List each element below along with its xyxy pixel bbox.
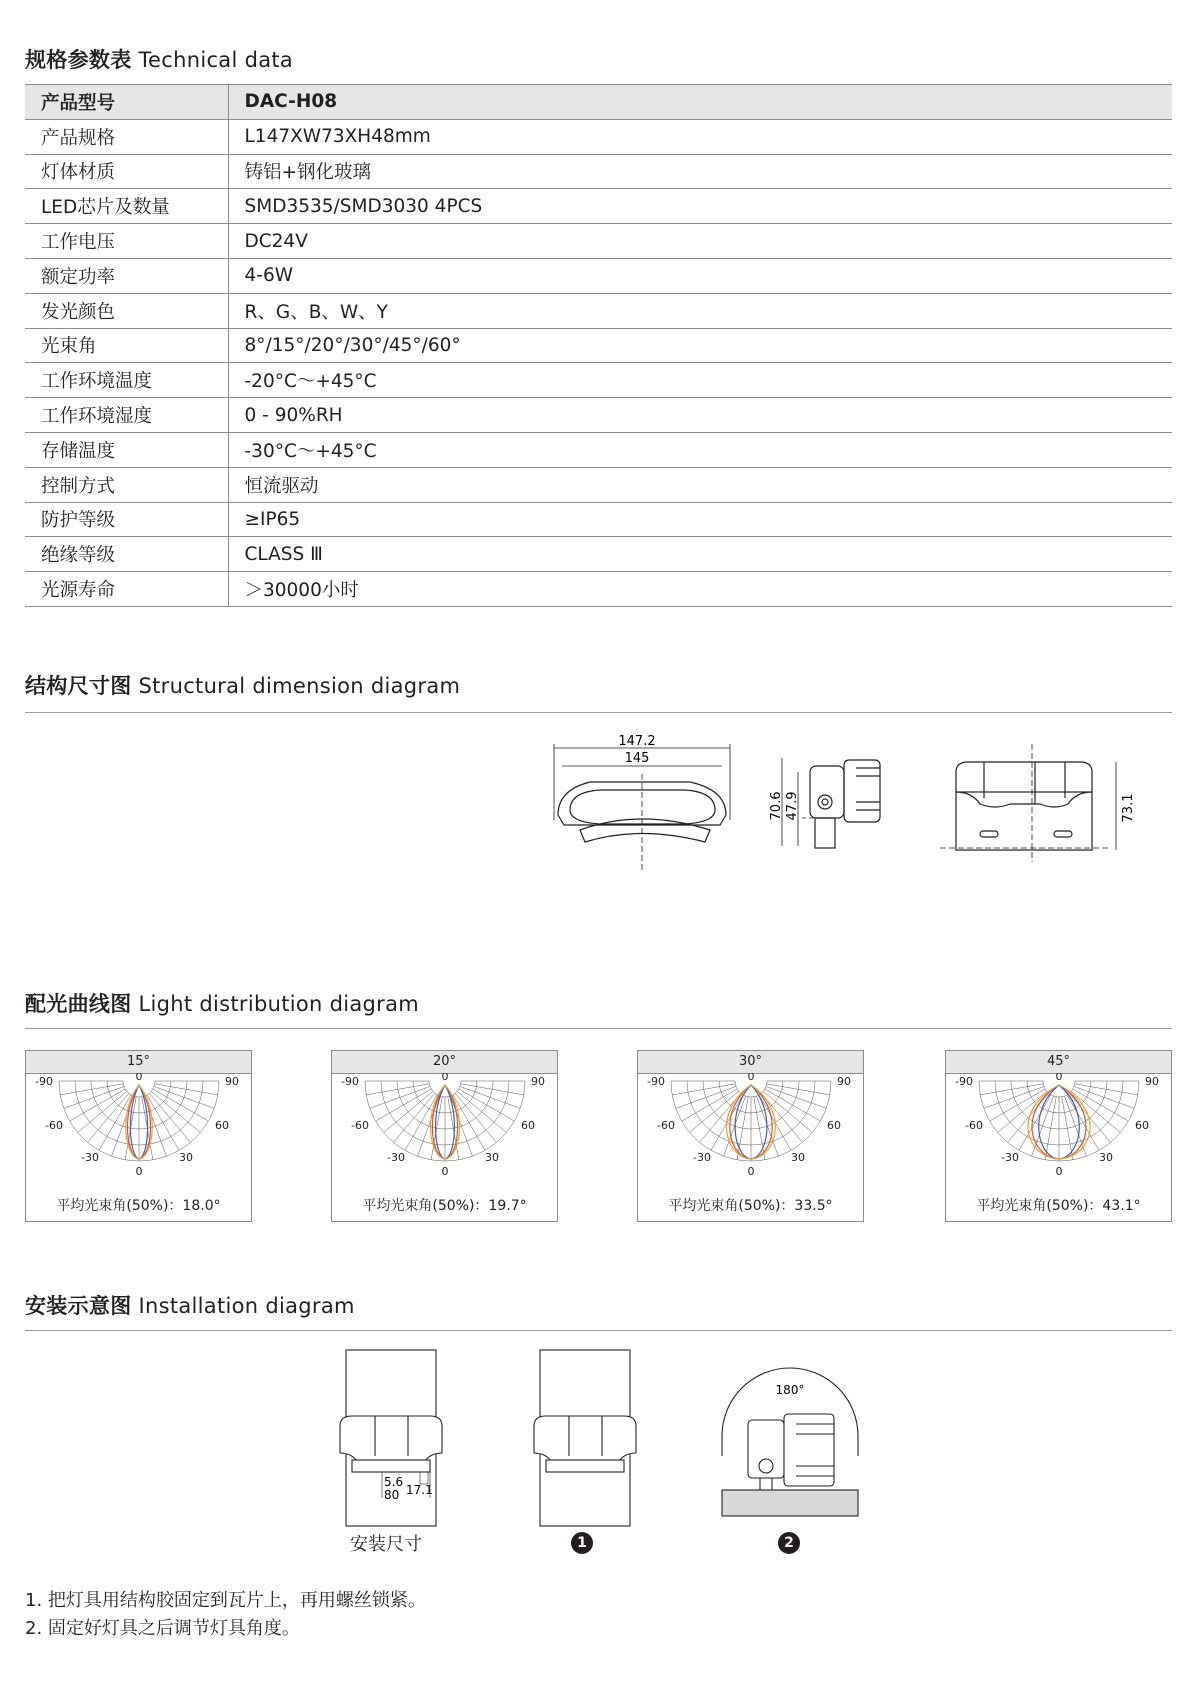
spec-table-row — [25, 467, 1172, 502]
dim-width: 73.1 — [1121, 793, 1136, 823]
structure-section-title: 结构尺寸图 Structural dimension diagram — [25, 674, 461, 698]
polar-grid-spoke — [418, 1096, 440, 1156]
step1-badge: 1 — [571, 1532, 593, 1554]
light-chart-caption: 平均光束角(50%)：18.0° — [56, 1198, 221, 1214]
dim-height-b: 47.9 — [785, 791, 800, 821]
spec-row-value: L147XW73XH48mm — [228, 119, 1172, 154]
spec-table-row — [25, 293, 1172, 328]
spec-table-row — [25, 572, 1172, 607]
polar-axis-label: -60 — [965, 1119, 983, 1132]
polar-axis-label: 60 — [827, 1119, 841, 1132]
polar-grid — [979, 1081, 1139, 1161]
spec-table-row — [25, 154, 1172, 189]
polar-axis-label: 60 — [215, 1119, 229, 1132]
polar-chart-20 — [332, 1073, 559, 1193]
polar-axis-label: 30 — [1099, 1151, 1113, 1164]
spec-row-key: 工作环境温度 — [25, 363, 228, 398]
spec-row-key: LED芯片及数量 — [25, 189, 228, 224]
install-section-title: 安装示意图 Installation diagram — [25, 1294, 355, 1318]
spec-row-key: 工作环境湿度 — [25, 398, 228, 433]
polar-axis-label: 60 — [1135, 1119, 1149, 1132]
polar-axis-label: -30 — [693, 1151, 711, 1164]
polar-axis-label: 0 — [747, 1165, 755, 1178]
spec-row-key: 防护等级 — [25, 502, 228, 537]
spec-row-value: DC24V — [228, 224, 1172, 259]
polar-axis-label: 0 — [441, 1073, 449, 1083]
polar-axis-label: 30 — [485, 1151, 499, 1164]
installation-diagram — [330, 1348, 890, 1528]
spec-row-key: 发光颜色 — [25, 293, 228, 328]
polar-axis-label: 0 — [135, 1073, 143, 1083]
polar-grid-spoke — [766, 1086, 826, 1108]
spec-row-key: 产品规格 — [25, 119, 228, 154]
spec-section-title: 规格参数表 Technical data — [25, 48, 294, 72]
polar-axis-label: 30 — [791, 1151, 805, 1164]
polar-grid-spoke — [676, 1086, 736, 1108]
polar-axis-label: -90 — [647, 1075, 665, 1088]
polar-grid-spoke — [154, 1086, 214, 1108]
spec-row-value: 8°/15°/20°/30°/45°/60° — [228, 328, 1172, 363]
spec-row-value: 4-6W — [228, 258, 1172, 293]
spec-row-key: 灯体材质 — [25, 154, 228, 189]
polar-grid — [365, 1081, 525, 1161]
polar-grid-spoke — [366, 1084, 429, 1095]
light-chart-caption: 平均光束角(50%)：19.7° — [362, 1198, 527, 1214]
polar-grid-spoke — [461, 1084, 524, 1095]
dim-inner-length: 145 — [624, 751, 650, 766]
light-section-rule — [25, 1028, 1172, 1029]
polar-axis-label: -60 — [351, 1119, 369, 1132]
polar-chart-45 — [946, 1073, 1173, 1193]
light-chart-caption: 平均光束角(50%)：43.1° — [976, 1198, 1141, 1214]
light-chart-caption: 平均光束角(50%)：33.5° — [668, 1198, 833, 1214]
spec-header-key: 产品型号 — [25, 85, 228, 120]
polar-grid-spoke — [980, 1084, 1043, 1095]
spec-row-key: 控制方式 — [25, 467, 228, 502]
polar-axis-label: 60 — [521, 1119, 535, 1132]
polar-axis-label: -60 — [45, 1119, 63, 1132]
spec-row-value: 铸铝+钢化玻璃 — [228, 154, 1172, 189]
spec-row-value: 恒流驱动 — [228, 467, 1172, 502]
polar-grid-spoke — [460, 1086, 520, 1108]
polar-grid-spoke — [370, 1086, 430, 1108]
spec-table-row — [25, 328, 1172, 363]
rotation-label: 180° — [775, 1383, 805, 1397]
polar-chart-30 — [638, 1073, 865, 1193]
spec-table-row — [25, 119, 1172, 154]
spec-row-value: -30°C～+45°C — [228, 432, 1172, 467]
light-chart-angle: 15° — [26, 1051, 251, 1074]
polar-axis-label: 0 — [135, 1165, 143, 1178]
spec-table-row — [25, 398, 1172, 433]
spec-row-value: SMD3535/SMD3030 4PCS — [228, 189, 1172, 224]
polar-axis-label: 0 — [747, 1073, 755, 1083]
light-chart-angle: 45° — [946, 1051, 1171, 1074]
step2-badge: 2 — [778, 1532, 800, 1554]
polar-chart-15 — [26, 1073, 253, 1193]
polar-axis-label: 0 — [1055, 1073, 1063, 1083]
dim-height-a: 70.6 — [769, 791, 784, 821]
polar-axis-label: -60 — [657, 1119, 675, 1132]
light-chart-angle: 20° — [332, 1051, 557, 1074]
spec-table-row — [25, 432, 1172, 467]
spec-table-row — [25, 537, 1172, 572]
polar-axis-label: -90 — [955, 1075, 973, 1088]
polar-axis-label: -30 — [387, 1151, 405, 1164]
spec-row-value: CLASS Ⅲ — [228, 537, 1172, 572]
polar-grid-spoke — [60, 1084, 123, 1095]
polar-axis-label: 90 — [531, 1075, 545, 1088]
spec-row-value: ＞30000小时 — [228, 572, 1172, 607]
polar-axis-label: 30 — [179, 1151, 193, 1164]
spec-table-row — [25, 224, 1172, 259]
light-chart-15 — [25, 1050, 252, 1222]
spec-table-row — [25, 258, 1172, 293]
spec-row-key: 额定功率 — [25, 258, 228, 293]
polar-grid — [671, 1081, 831, 1161]
polar-grid-spoke — [450, 1096, 472, 1156]
spec-row-value: 0 - 90%RH — [228, 398, 1172, 433]
polar-axis-label: 90 — [837, 1075, 851, 1088]
spec-row-value: R、G、B、W、Y — [228, 293, 1172, 328]
spec-table-header — [25, 85, 1172, 120]
structural-diagram — [540, 730, 1180, 880]
top-view-drawing — [940, 744, 1116, 862]
spec-row-key: 光源寿命 — [25, 572, 228, 607]
install-note-2: 2. 固定好灯具之后调节灯具角度。 — [25, 1618, 300, 1639]
spec-row-key: 存储温度 — [25, 432, 228, 467]
polar-grid-spoke — [155, 1084, 218, 1095]
light-chart-45 — [945, 1050, 1172, 1222]
spec-table-row — [25, 502, 1172, 537]
install-dim-b: 80 — [384, 1488, 400, 1502]
install-size-caption: 安装尺寸 — [350, 1534, 422, 1555]
spec-row-value: ≥IP65 — [228, 502, 1172, 537]
light-chart-angle: 30° — [638, 1051, 863, 1074]
light-section-title: 配光曲线图 Light distribution diagram — [25, 992, 420, 1016]
install-dim-c: 17.1 — [406, 1483, 433, 1497]
polar-axis-label: 0 — [1055, 1165, 1063, 1178]
polar-grid-spoke — [767, 1084, 830, 1095]
install-note-1: 1. 把灯具用结构胶固定到瓦片上，再用螺丝锁紧。 — [25, 1590, 426, 1611]
polar-grid-spoke — [672, 1084, 735, 1095]
polar-axis-label: 90 — [225, 1075, 239, 1088]
polar-axis-label: -90 — [341, 1075, 359, 1088]
polar-grid-spoke — [1045, 1097, 1056, 1160]
install-section-rule — [25, 1330, 1172, 1331]
polar-grid-spoke — [1075, 1084, 1138, 1095]
light-chart-20 — [331, 1050, 558, 1222]
install-step1-drawing — [534, 1350, 636, 1526]
spec-row-value: -20°C～+45°C — [228, 363, 1172, 398]
polar-grid-spoke — [64, 1086, 124, 1108]
polar-axis-label: -30 — [1001, 1151, 1019, 1164]
polar-axis-label: -30 — [81, 1151, 99, 1164]
dim-overall-length: 147.2 — [618, 734, 656, 749]
spec-row-key: 光束角 — [25, 328, 228, 363]
spec-row-key: 绝缘等级 — [25, 537, 228, 572]
spec-table-row — [25, 363, 1172, 398]
polar-grid-spoke — [1062, 1097, 1073, 1160]
light-chart-30 — [637, 1050, 864, 1222]
polar-grid — [59, 1081, 219, 1161]
polar-axis-label: 0 — [441, 1165, 449, 1178]
polar-axis-label: -90 — [35, 1075, 53, 1088]
spec-row-key: 工作电压 — [25, 224, 228, 259]
spec-header-value: DAC-H08 — [228, 85, 1172, 120]
install-dim-a: 5.6 — [384, 1475, 404, 1489]
structure-section-rule — [25, 712, 1172, 713]
polar-axis-label: 90 — [1145, 1075, 1159, 1088]
spec-table — [25, 84, 1172, 607]
spec-table-row — [25, 189, 1172, 224]
